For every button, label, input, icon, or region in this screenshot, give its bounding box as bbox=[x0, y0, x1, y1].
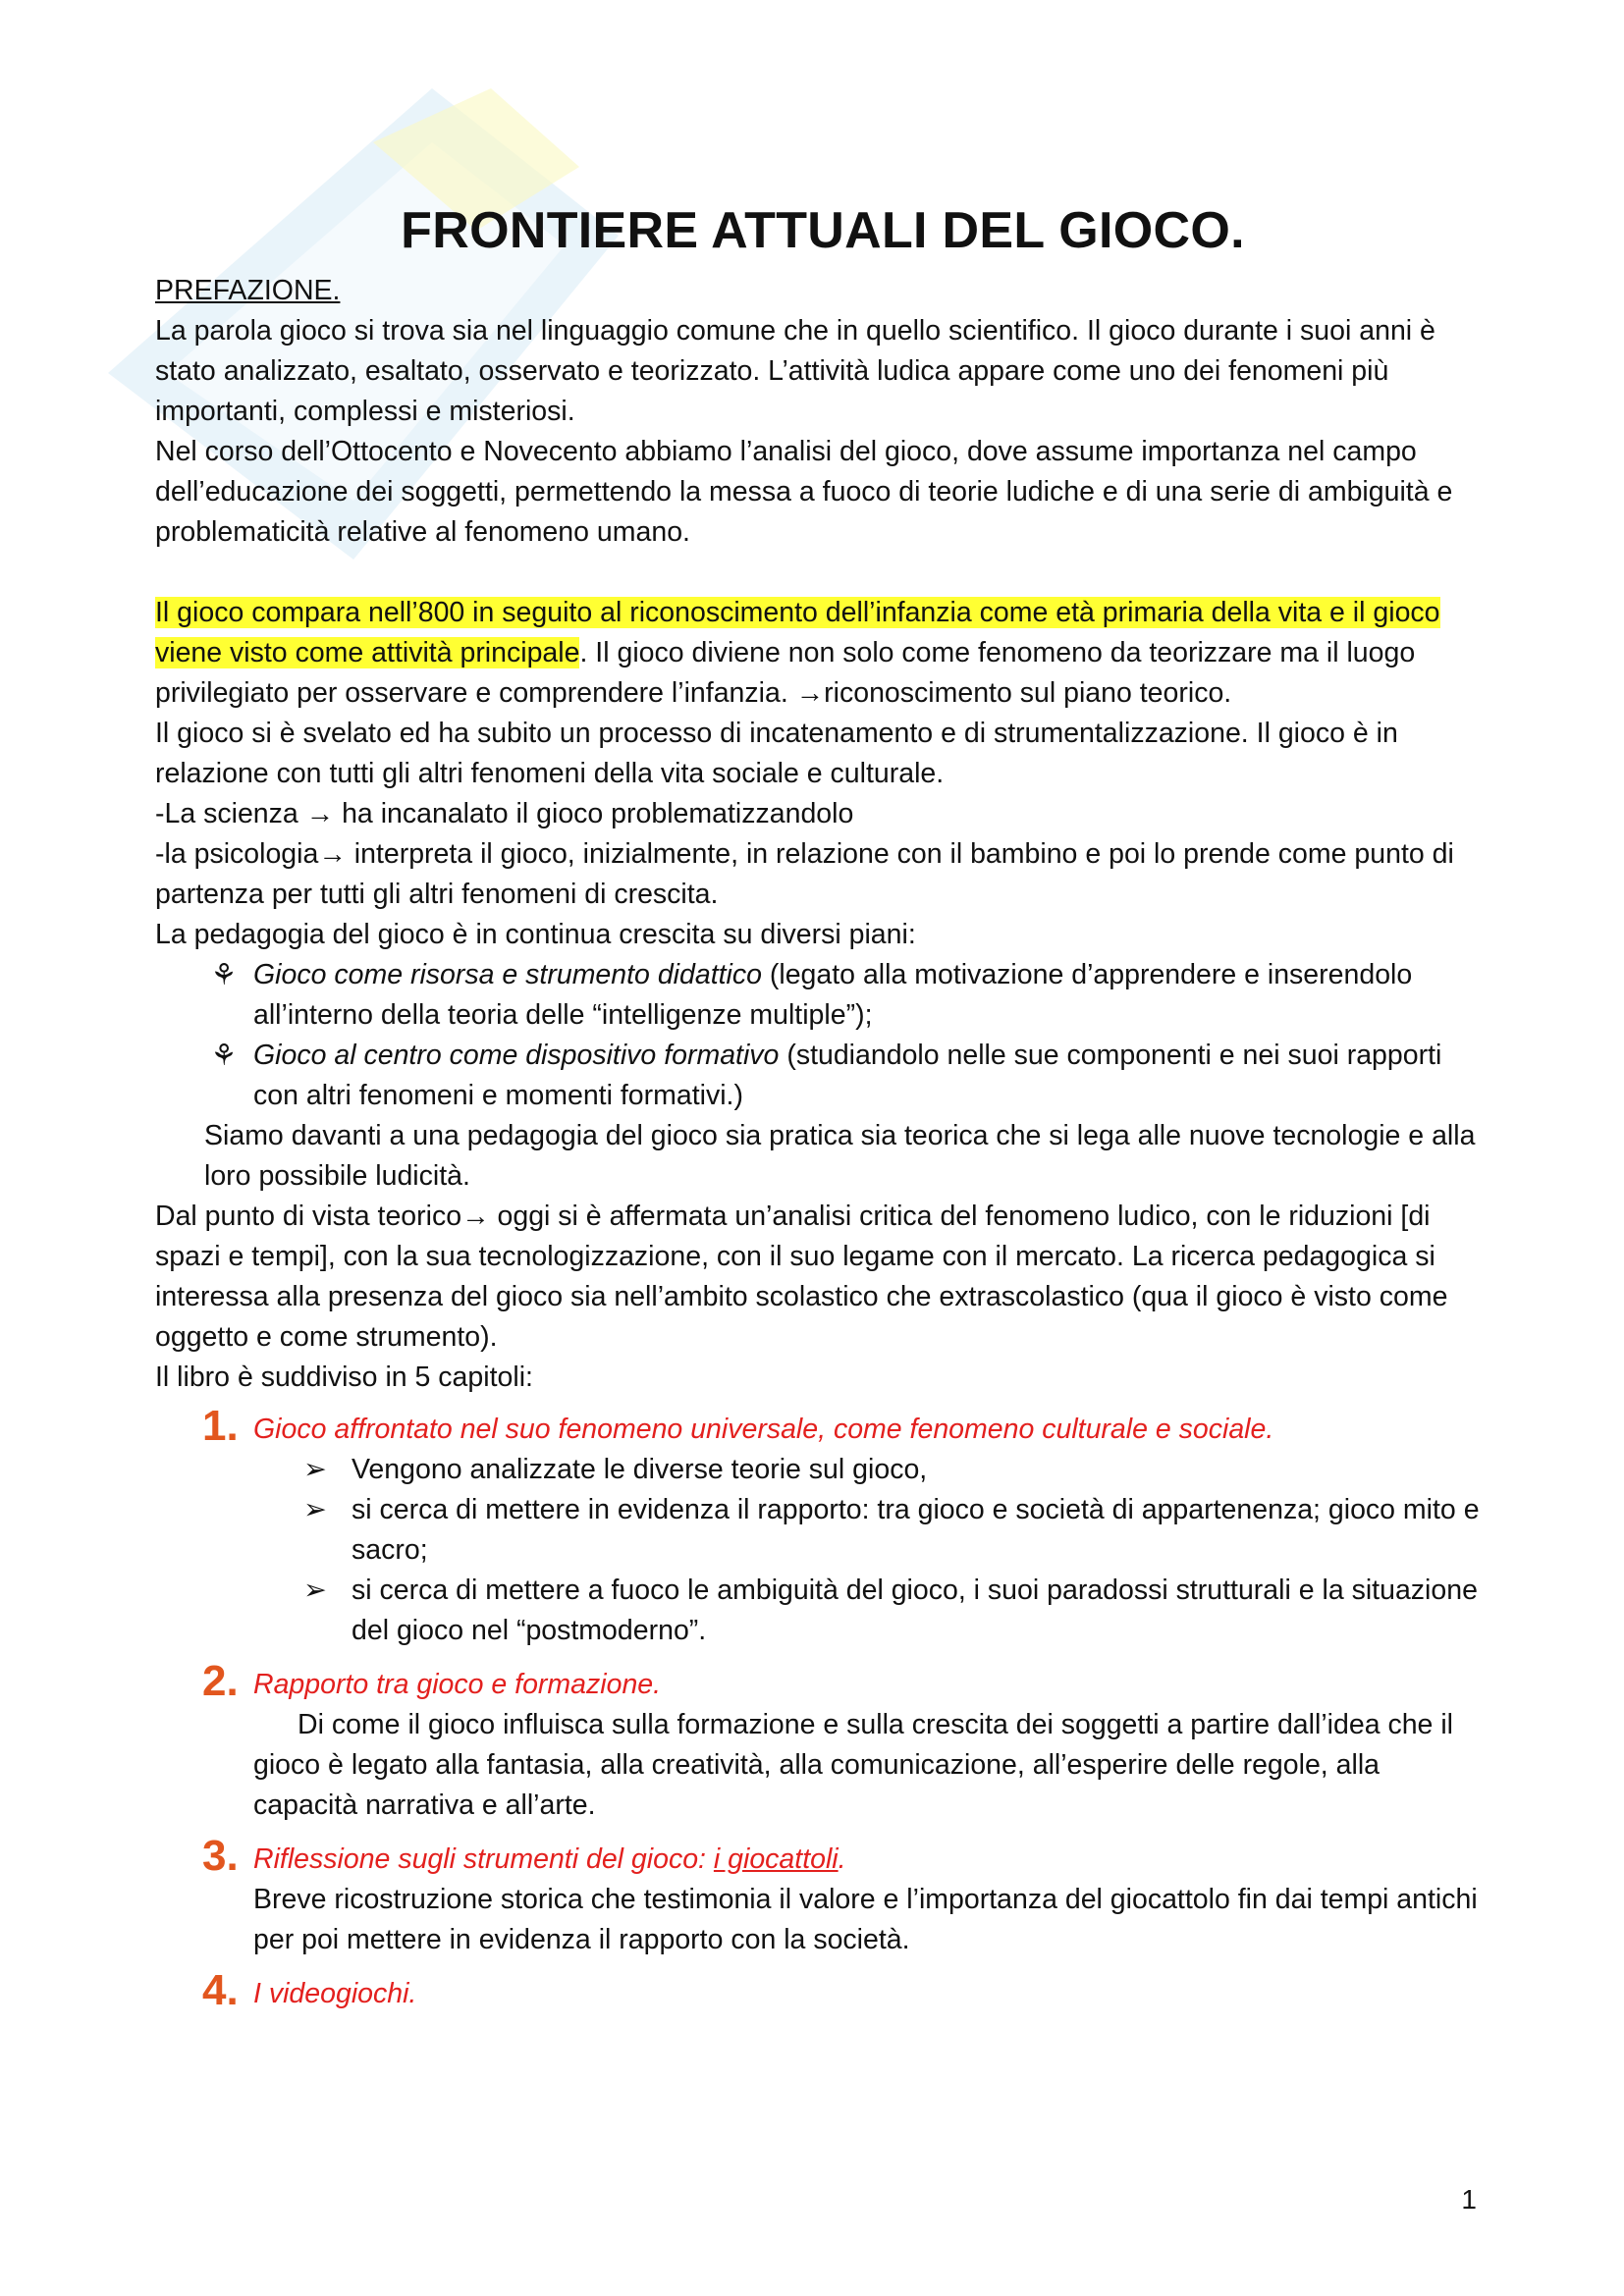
chapter-title: Rapporto tra gioco e formazione. bbox=[253, 1669, 662, 1700]
flower-bullet-icon: ⚘ bbox=[210, 959, 238, 991]
sub-item-text: si cerca di mettere in evidenza il rapporto: tra gioco e società di appartenenza; gioco mito e sacro; bbox=[352, 1494, 1480, 1566]
sub-item-text: si cerca di mettere a fuoco le ambiguità del gioco, i suoi paradossi strutturali e la situazione del gioco nel “postmoderno”. bbox=[352, 1575, 1478, 1646]
preface-paragraph-6: -la psicologia→ interpreta il gioco, inizialmente, in relazione con il bambino e poi lo prende come punto di partenza per tutti gli altri fenomeni di crescita. bbox=[155, 838, 1454, 910]
chapter-sub-list bbox=[155, 1450, 1490, 1651]
chapter-title: Gioco affrontato nel suo fenomeno universale, come fenomeno culturale e sociale. bbox=[253, 1414, 1274, 1445]
chapter-title: I videogiochi. bbox=[253, 1978, 417, 2009]
paragraph-gap bbox=[155, 553, 1490, 593]
chapter-item-3 bbox=[155, 1832, 1490, 1960]
preface-paragraph-1: La parola gioco si trova sia nel linguaggio comune che in quello scientifico. Il gioco durante i suoi anni è stato analizzato, esaltato, osservato e teorizzato. L’attività ludica appare come uno dei fenomeni più importanti, complessi e misteriosi. bbox=[155, 315, 1435, 427]
chapter-text: Breve ricostruzione storica che testimonia il valore e l’importanza del giocattolo fin dai tempi antichi per poi mettere in evidenza il rapporto con la società. bbox=[253, 1884, 1478, 1955]
chapter-item-2 bbox=[155, 1657, 1490, 1826]
preface-paragraph-2: Nel corso dell’Ottocento e Novecento abbiamo l’analisi del gioco, dove assume importanza nel campo dell’educazione dei soggetti, permettendo la messa a fuoco di teorie ludiche e di una serie di ambiguità e problematicità relative al fenomeno umano. bbox=[155, 436, 1453, 548]
preface-paragraph-5: -La scienza → ha incanalato il gioco problematizzandolo bbox=[155, 798, 854, 829]
bullet-text: (legato alla motivazione d’apprendere e inserendolo all’interno della teoria delle “intelligenze multiple”); bbox=[253, 959, 1413, 1031]
preface-paragraph-3 bbox=[155, 593, 1490, 714]
arrow-bullet-icon: ➢ bbox=[303, 1575, 327, 1606]
preface-paragraph-10: Il libro è suddiviso in 5 capitoli: bbox=[155, 1362, 533, 1393]
paragraph-3-rest: . Il gioco diviene non solo come fenomeno da teorizzare ma il luogo privilegiato per osservare e comprendere l’infanzia. →riconoscimento sul piano teorico. bbox=[155, 637, 1416, 709]
chapter-text: Di come il gioco influisca sulla formazione e sulla crescita dei soggetti a partire dall’idea che il gioco è legato alla fantasia, alla creatività, alla comunicazione, all’esperire delle regole, alla capacità narrativa e all’arte. bbox=[253, 1709, 1453, 1821]
flower-bullet-icon: ⚘ bbox=[210, 1040, 238, 1072]
preface-paragraph-7: La pedagogia del gioco è in continua crescita su diversi piani: bbox=[155, 919, 916, 950]
chapter-title-post: . bbox=[838, 1843, 846, 1875]
list-item bbox=[155, 1490, 1490, 1571]
arrow-bullet-icon: ➢ bbox=[303, 1454, 327, 1485]
pedagogy-bullet-list bbox=[155, 955, 1490, 1116]
chapter-list bbox=[155, 1402, 1490, 2014]
sub-item-text: Vengono analizzate le diverse teorie sul gioco, bbox=[352, 1454, 928, 1485]
page-title: FRONTIERE ATTUALI DEL GIOCO. bbox=[401, 202, 1245, 259]
preface-paragraph-4: Il gioco si è svelato ed ha subito un processo di incatenamento e di strumentalizzazione. Il gioco è in relazione con tutti gli altri fenomeni della vita sociale e culturale. bbox=[155, 718, 1398, 789]
highlighted-text: Il gioco compara nell’800 in seguito al riconoscimento dell’infanzia come età primaria della vita e il gioco viene visto come attività principale bbox=[155, 597, 1440, 668]
list-item bbox=[155, 1571, 1490, 1651]
bullet-italic-text: Gioco come risorsa e strumento didattico bbox=[253, 959, 762, 990]
preface-paragraph-8: Siamo davanti a una pedagogia del gioco sia pratica sia teorica che si lega alle nuove tecnologie e alla loro possibile ludicità. bbox=[204, 1120, 1476, 1192]
preface-heading: PREFAZIONE. bbox=[155, 275, 341, 306]
list-item bbox=[155, 1036, 1490, 1116]
chapter-number: 4. bbox=[202, 1966, 239, 2014]
arrow-bullet-icon: ➢ bbox=[303, 1494, 327, 1525]
chapter-item-4 bbox=[155, 1966, 1490, 2014]
bullet-text: (studiandolo nelle sue componenti e nei suoi rapporti con altri fenomeni e momenti formativi.) bbox=[253, 1040, 1442, 1111]
chapter-title-pre: Riflessione sugli strumenti del gioco: bbox=[253, 1843, 714, 1875]
list-item bbox=[155, 955, 1490, 1036]
chapter-number: 1. bbox=[202, 1402, 239, 1450]
preface-paragraph-9: Dal punto di vista teorico→ oggi si è affermata un’analisi critica del fenomeno ludico, con le riduzioni [di spazi e tempi], con la sua tecnologizzazione, con il suo legame con il mercato. La ricerca pedagogica si interessa alla presenza del gioco sia nell’ambito scolastico che extrascolastico (qua il gioco è visto come oggetto e come strumento). bbox=[155, 1201, 1448, 1353]
chapter-title-underlined: i giocattoli bbox=[713, 1843, 839, 1875]
page-number: 1 bbox=[1461, 2184, 1477, 2215]
chapter-number: 2. bbox=[202, 1657, 239, 1705]
chapter-title bbox=[253, 1843, 846, 1875]
list-item bbox=[155, 1450, 1490, 1490]
bullet-italic-text: Gioco al centro come dispositivo formativo bbox=[253, 1040, 780, 1071]
chapter-number: 3. bbox=[202, 1832, 239, 1880]
document-content bbox=[155, 196, 1490, 2028]
chapter-item-1 bbox=[155, 1402, 1490, 1651]
